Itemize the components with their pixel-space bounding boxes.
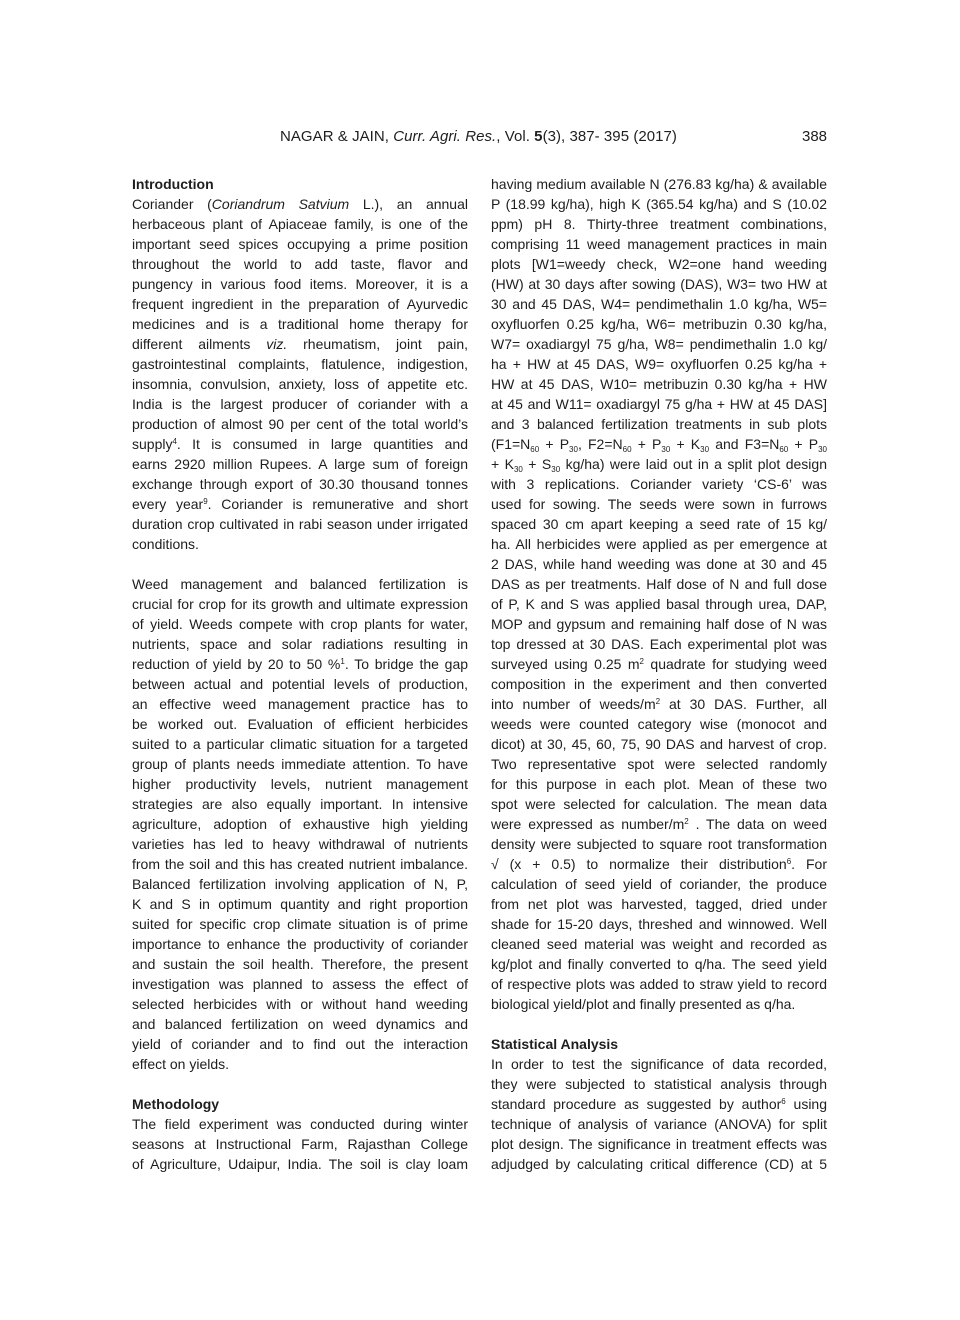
- text-line: of P, K and S was applied basal through urea, DAP,: [491, 596, 827, 612]
- text-line: important seed spices occupying a prime position: [132, 236, 468, 252]
- text-line: duration crop cultivated in rabi season under irrigated: [132, 516, 468, 532]
- text-line: exchange through export of 30.30 thousand tonnes: [132, 476, 468, 492]
- text-line: yield of coriander and to find out the interaction: [132, 1036, 468, 1052]
- text-line: technique of analysis of variance (ANOVA) for split: [491, 1116, 827, 1132]
- text-line: between actual and potential levels of production,: [132, 676, 468, 692]
- text-line: surveyed using 0.25 $m^2$ quadrate for studying weed: [491, 656, 827, 672]
- text-line: seasons at Instructional Farm, Rajasthan College: [132, 1136, 468, 1152]
- header-journal: Curr. Agri. Res.: [393, 128, 497, 145]
- text-line: Coriander (Coriandrum Satvium L.), an annual: [132, 196, 468, 212]
- citation-ref: 9: [203, 497, 208, 506]
- text-line: and sustain the soil health. Therefore, the present: [132, 956, 468, 972]
- text-line: and balanced fertilization on weed dynamics and: [132, 1016, 468, 1032]
- text-line: earns 2920 million Rupees. A large sum of foreign: [132, 456, 468, 472]
- text-line: of respective plots was added to straw yield to record: [491, 976, 827, 992]
- text-line: frequent ingredient in the preparation of Ayurvedic: [132, 296, 468, 312]
- text-line: used for sowing. The seeds were sown in furrows: [491, 496, 827, 512]
- text-line: cleaned seed material was weight and recorded as: [491, 936, 827, 952]
- header-vol-label: , Vol.: [496, 128, 535, 145]
- citation-ref: 1: [340, 657, 345, 666]
- text-line: an effective weed management practice has to: [132, 696, 468, 712]
- text-line: different ailments viz. rheumatism, joint pain,: [132, 336, 468, 352]
- text-line: + $K_{30} + S_{30}$ kg/ha) were laid out in a split plot design: [491, 456, 827, 474]
- text-line: they were subjected to statistical analysis through: [491, 1076, 827, 1092]
- text-line: Balanced fertilization involving application of N, P,: [132, 876, 468, 892]
- text-line: were expressed as number/$m^2$ . The data on weed: [491, 816, 827, 832]
- section-heading-statistical-analysis: Statistical Analysis: [491, 1036, 619, 1052]
- text-line: kg/plot and finally converted to q/ha. The seed yield: [491, 956, 827, 972]
- text-line: MOP and gypsum and remaining half dose of N was: [491, 616, 827, 632]
- text-line: of Agriculture, Udaipur, India. The soil is clay loam: [132, 1156, 468, 1172]
- text-line: production of almost 90 per cent of the total world’s: [132, 416, 468, 432]
- text-line: spaced 30 cm apart keeping a seed rate of 15 kg/: [491, 516, 827, 532]
- text-line: higher productivity levels, nutrient management: [132, 776, 468, 792]
- page-number: 388: [802, 128, 828, 145]
- text-line: importance to enhance the productivity of coriander: [132, 936, 468, 952]
- text-line: standard procedure as suggested by author$^6$ using: [491, 1096, 827, 1112]
- text-line: reduction of yield by 20 to 50 %$^1$. To bridge the gap: [132, 656, 469, 672]
- paragraph-introduction: [132, 194, 468, 554]
- text-line: group of plants needs immediate attention. To have: [132, 756, 468, 772]
- text-line: composition in the experiment and then converted: [491, 676, 827, 692]
- text-line: ($F1=N_{60} + P_{30}$, $F2=N_{60} + P_{30} + K_{30}$ and $F3=N_{60} + P_{30}$: [491, 436, 828, 454]
- text-line: The field experiment was conducted during winter: [132, 1116, 468, 1132]
- text-line: gastrointestinal complaints, flatulence, indigestion,: [132, 356, 468, 372]
- text-line: for this purpose in each plot. Mean of these two: [491, 776, 827, 792]
- header-issue-pages: (3), 387- 395 (2017): [542, 128, 677, 145]
- text-line: dicot) at 30, 45, 60, 75, 90 DAS and harvest of crop.: [491, 736, 827, 752]
- text-line: supply$^4$. It is consumed in large quantities and: [132, 436, 468, 452]
- text-line: herbaceous plant of Apiaceae family, is one of the: [132, 216, 468, 232]
- text-line: 2 DAS, while hand weeding was done at 30 and 45: [491, 556, 827, 572]
- text-line: having medium available N (276.83 kg/ha) & available: [491, 176, 827, 192]
- text-line: effect on yields.: [132, 1056, 230, 1072]
- text-line: suited for specific crop climate situation is of prime: [132, 916, 468, 932]
- running-header: [0, 128, 960, 152]
- paragraph-methodology-continued: [491, 174, 827, 1014]
- text-line: at 45 and W11= oxadiargyl 75 g/ha + HW at 45 DAS]: [491, 396, 827, 412]
- text-line: (HW) at 30 days after sowing (DAS), W3= two HW at: [491, 276, 827, 292]
- text-line: suited to a particular climatic situation for a targeted: [132, 736, 468, 752]
- text-line: ha + HW at 45 DAS, W9= oxyfluorfen 0.25 kg/ha +: [491, 356, 827, 372]
- right-column: [491, 174, 827, 1174]
- text-line: density were subjected to square root transformation: [491, 836, 827, 852]
- header-authors: NAGAR & JAIN,: [280, 128, 394, 145]
- text-line: nutrients, space and solar radiations resulting in: [132, 636, 468, 652]
- text-line: from net plot was harvested, tagged, dried under: [491, 896, 827, 912]
- text-line: plots [W1=weedy check, W2=one hand weeding: [491, 256, 827, 272]
- text-line: plot design. The significance in treatment effects was: [491, 1136, 827, 1152]
- text-line: ha. All herbicides were applied as per emergence at: [491, 536, 827, 552]
- text-line: biological yield/plot and finally presented as q/ha.: [491, 996, 796, 1012]
- text-line: spot were selected for calculation. The mean data: [491, 796, 827, 812]
- text-line: oxyfluorfen 0.25 kg/ha, W6= metribuzin 0.30 kg/ha,: [491, 316, 827, 332]
- paragraph-methodology: [132, 1114, 468, 1174]
- text-line: shade for 15-20 days, threshed and winnowed. Well: [491, 916, 827, 932]
- left-column: [132, 174, 468, 1174]
- text-line: investigation was planned to assess the effect of: [132, 976, 468, 992]
- text-line: varieties has led to heavy withdrawal of nutrients: [132, 836, 468, 852]
- text-line: from the soil and this has created nutrient imbalance.: [132, 856, 468, 872]
- citation-ref: 4: [172, 437, 177, 446]
- text-line: W7= oxadiargyl 75 g/ha, W8= pendimethalin 1.0 kg/: [491, 336, 827, 352]
- text-line: adjudged by calculating critical difference (CD) at 5: [491, 1156, 827, 1172]
- text-line: strategies are also equally important. In intensive: [132, 796, 468, 812]
- section-heading-introduction: Introduction: [132, 176, 214, 192]
- text-line: selected herbicides with or without hand weeding: [132, 996, 468, 1012]
- text-line: 30 and 45 DAS, W4= pendimethalin 1.0 kg/ha, W5=: [491, 296, 827, 312]
- text-line: every year$^9$. Coriander is remunerative and short: [132, 496, 469, 512]
- text-line: DAS as per treatments. Half dose of N and full dose: [491, 576, 827, 592]
- text-line: crucial for crop for its growth and ultimate expression: [132, 596, 468, 612]
- text-line: medicines and is a traditional home therapy for: [132, 316, 468, 332]
- text-line: √ (x + 0.5) to normalize their distribution$^6$. For: [491, 856, 827, 872]
- text-line: pungency in various food items. Moreover, it is a: [132, 276, 468, 292]
- text-line: HW at 45 DAS, W10= metribuzin 0.30 kg/ha + HW: [491, 376, 827, 392]
- text-line: conditions.: [132, 536, 199, 552]
- text-line: P (18.99 kg/ha), high K (365.54 kg/ha) and S (10.02: [491, 196, 827, 212]
- paragraph-statistical-analysis: [491, 1054, 827, 1174]
- text-line: agriculture, adoption of exhaustive high yielding: [132, 816, 468, 832]
- text-line: with 3 replications. Coriander variety ‘CS-6’ was: [491, 476, 827, 492]
- text-line: into number of weeds/$m^2$ at 30 DAS. Further, all: [491, 696, 828, 712]
- text-line: Weed management and balanced fertilization is: [132, 576, 468, 592]
- text-line: In order to test the significance of data recorded,: [491, 1056, 827, 1072]
- section-heading-methodology: Methodology: [132, 1096, 220, 1112]
- header-volume: 5: [534, 128, 543, 145]
- paragraph-weed-management: [132, 574, 468, 1074]
- text-line: Two representative spot were selected randomly: [491, 756, 827, 772]
- text-line: India is the largest producer of coriander with a: [132, 396, 468, 412]
- text-line: calculation of seed yield of coriander, the produce: [491, 876, 827, 892]
- text-line: be worked out. Evaluation of efficient herbicides: [132, 716, 468, 732]
- text-line: ppm) pH 8. Thirty-three treatment combinations,: [491, 216, 827, 232]
- text-line: K and S in optimum quantity and right proportion: [132, 896, 468, 912]
- citation: [280, 128, 677, 145]
- text-line: and 3 balanced fertilization treatments in sub plots: [491, 416, 827, 432]
- text-line: throughout the world to add taste, flavor and: [132, 256, 468, 272]
- text-line: top dressed at 30 DAS. Each experimental plot was: [491, 636, 827, 652]
- text-line: of yield. Weeds compete with crop plants for water,: [132, 616, 468, 632]
- text-line: insomnia, convulsion, anxiety, loss of appetite etc.: [132, 376, 468, 392]
- text-line: weeds were counted category wise (monocot and: [491, 716, 827, 732]
- text-line: comprising 11 weed management practices in main: [491, 236, 827, 252]
